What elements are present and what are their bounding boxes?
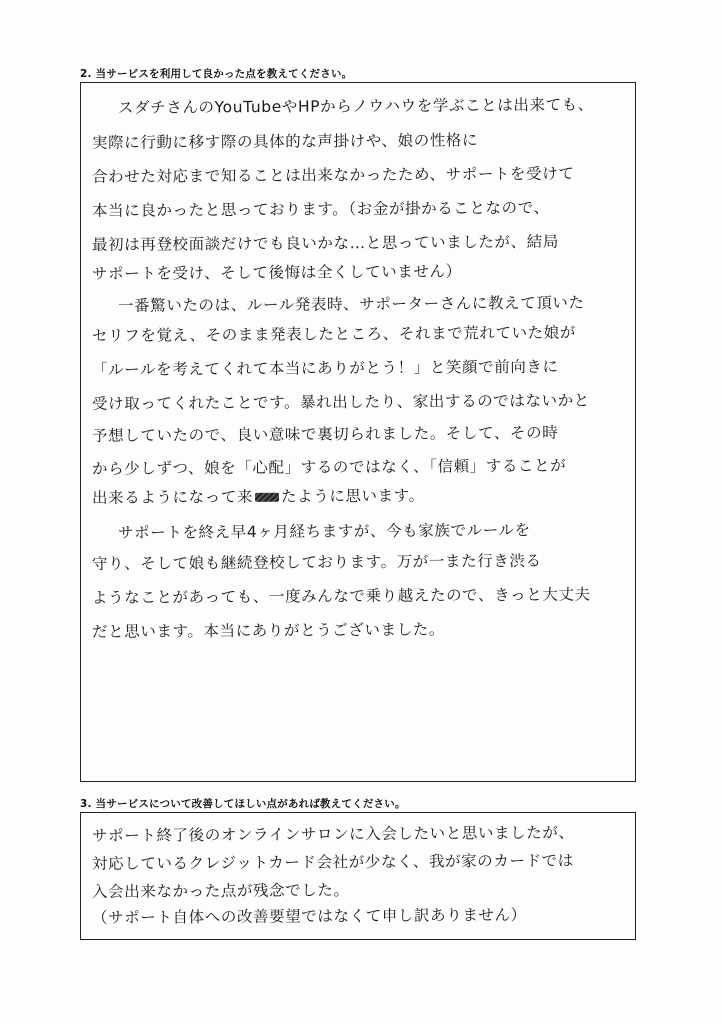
answer-2-line-11: 予想していたので、良い意味で裏切られました。そして、その時 — [91, 423, 559, 445]
answer-3-line-2: 対応しているクレジットカード会社が少なく、我が家のカードでは — [91, 851, 574, 873]
answer-2-line-14: サポートを終え早4ヶ月経ちますが、今も家族でルールを — [117, 521, 531, 542]
answer-3-line-3: 入会出来なかった点が残念でした。 — [91, 881, 350, 901]
answer-2-line-12: から少しずつ、娘を「心配」するのではなく、「信頼」することが — [91, 456, 567, 478]
answer-3-line-4: （サポート自体への改善要望ではなくて申し訳ありません） — [91, 905, 527, 927]
answer-2-line-4: 本当に良かったと思っております。（お金が掛かることなので、 — [91, 198, 550, 220]
answer-2-line-5: 最初は再登校面談だけでも良いかな…と思っていましたが、結局 — [91, 232, 559, 254]
answer-2-line-8: セリフを覚え、そのまま発表したところ、それまで荒れていた娘が — [91, 323, 576, 345]
answer-2-line-2: 実際に行動に移す際の具体的な声掛けや、娘の性格に — [91, 131, 479, 152]
answer-2-line-17: だと思います。本当にありがとうございました。 — [91, 620, 446, 641]
answer-2-line-3: 合わせた対応まで知ることは出来なかったため、サポートを受けて — [91, 164, 575, 186]
answer-2-line-13 — [92, 484, 425, 508]
answer-2-line-1: スダチさんのYouTubeやHPからノウハウを学ぶことは出来ても、 — [117, 95, 594, 117]
answer-2-line-9: 「ルールを考えてくれて本当にありがとう！」と笑顔で前向きに — [91, 357, 559, 379]
answer-2-line-13-text: 出来るようになって来 たように思います。 — [91, 486, 425, 507]
answer-2-line-6: サポートを受け、そして後悔は全くしていません） — [91, 262, 462, 283]
answer-2-line-16: ようなことがあっても、一度みんなで乗り越えたので、きっと大丈夫 — [91, 585, 591, 607]
answer-2-line-7: 一番驚いたのは、ルール発表時、サポーターさんに教えて頂いた — [117, 293, 585, 315]
answer-2-line-15: 守り、そして娘も継続登校しております。万が一また行き渋る — [91, 551, 542, 573]
crossed-out-scribble — [255, 493, 279, 502]
question-2-label: 2. 当サービスを利用して良かった点を教えてください。 — [80, 68, 353, 80]
answer-3-line-1: サポート終了後のオンラインサロンに入会したいと思いましたが、 — [91, 823, 575, 845]
question-3-label: 3. 当サービスについて改善してほしい点があれば教えてください。 — [80, 798, 406, 810]
answer-2-line-10: 受け取ってくれたことです。暴れ出したり、家出するのではないかと — [91, 391, 590, 413]
